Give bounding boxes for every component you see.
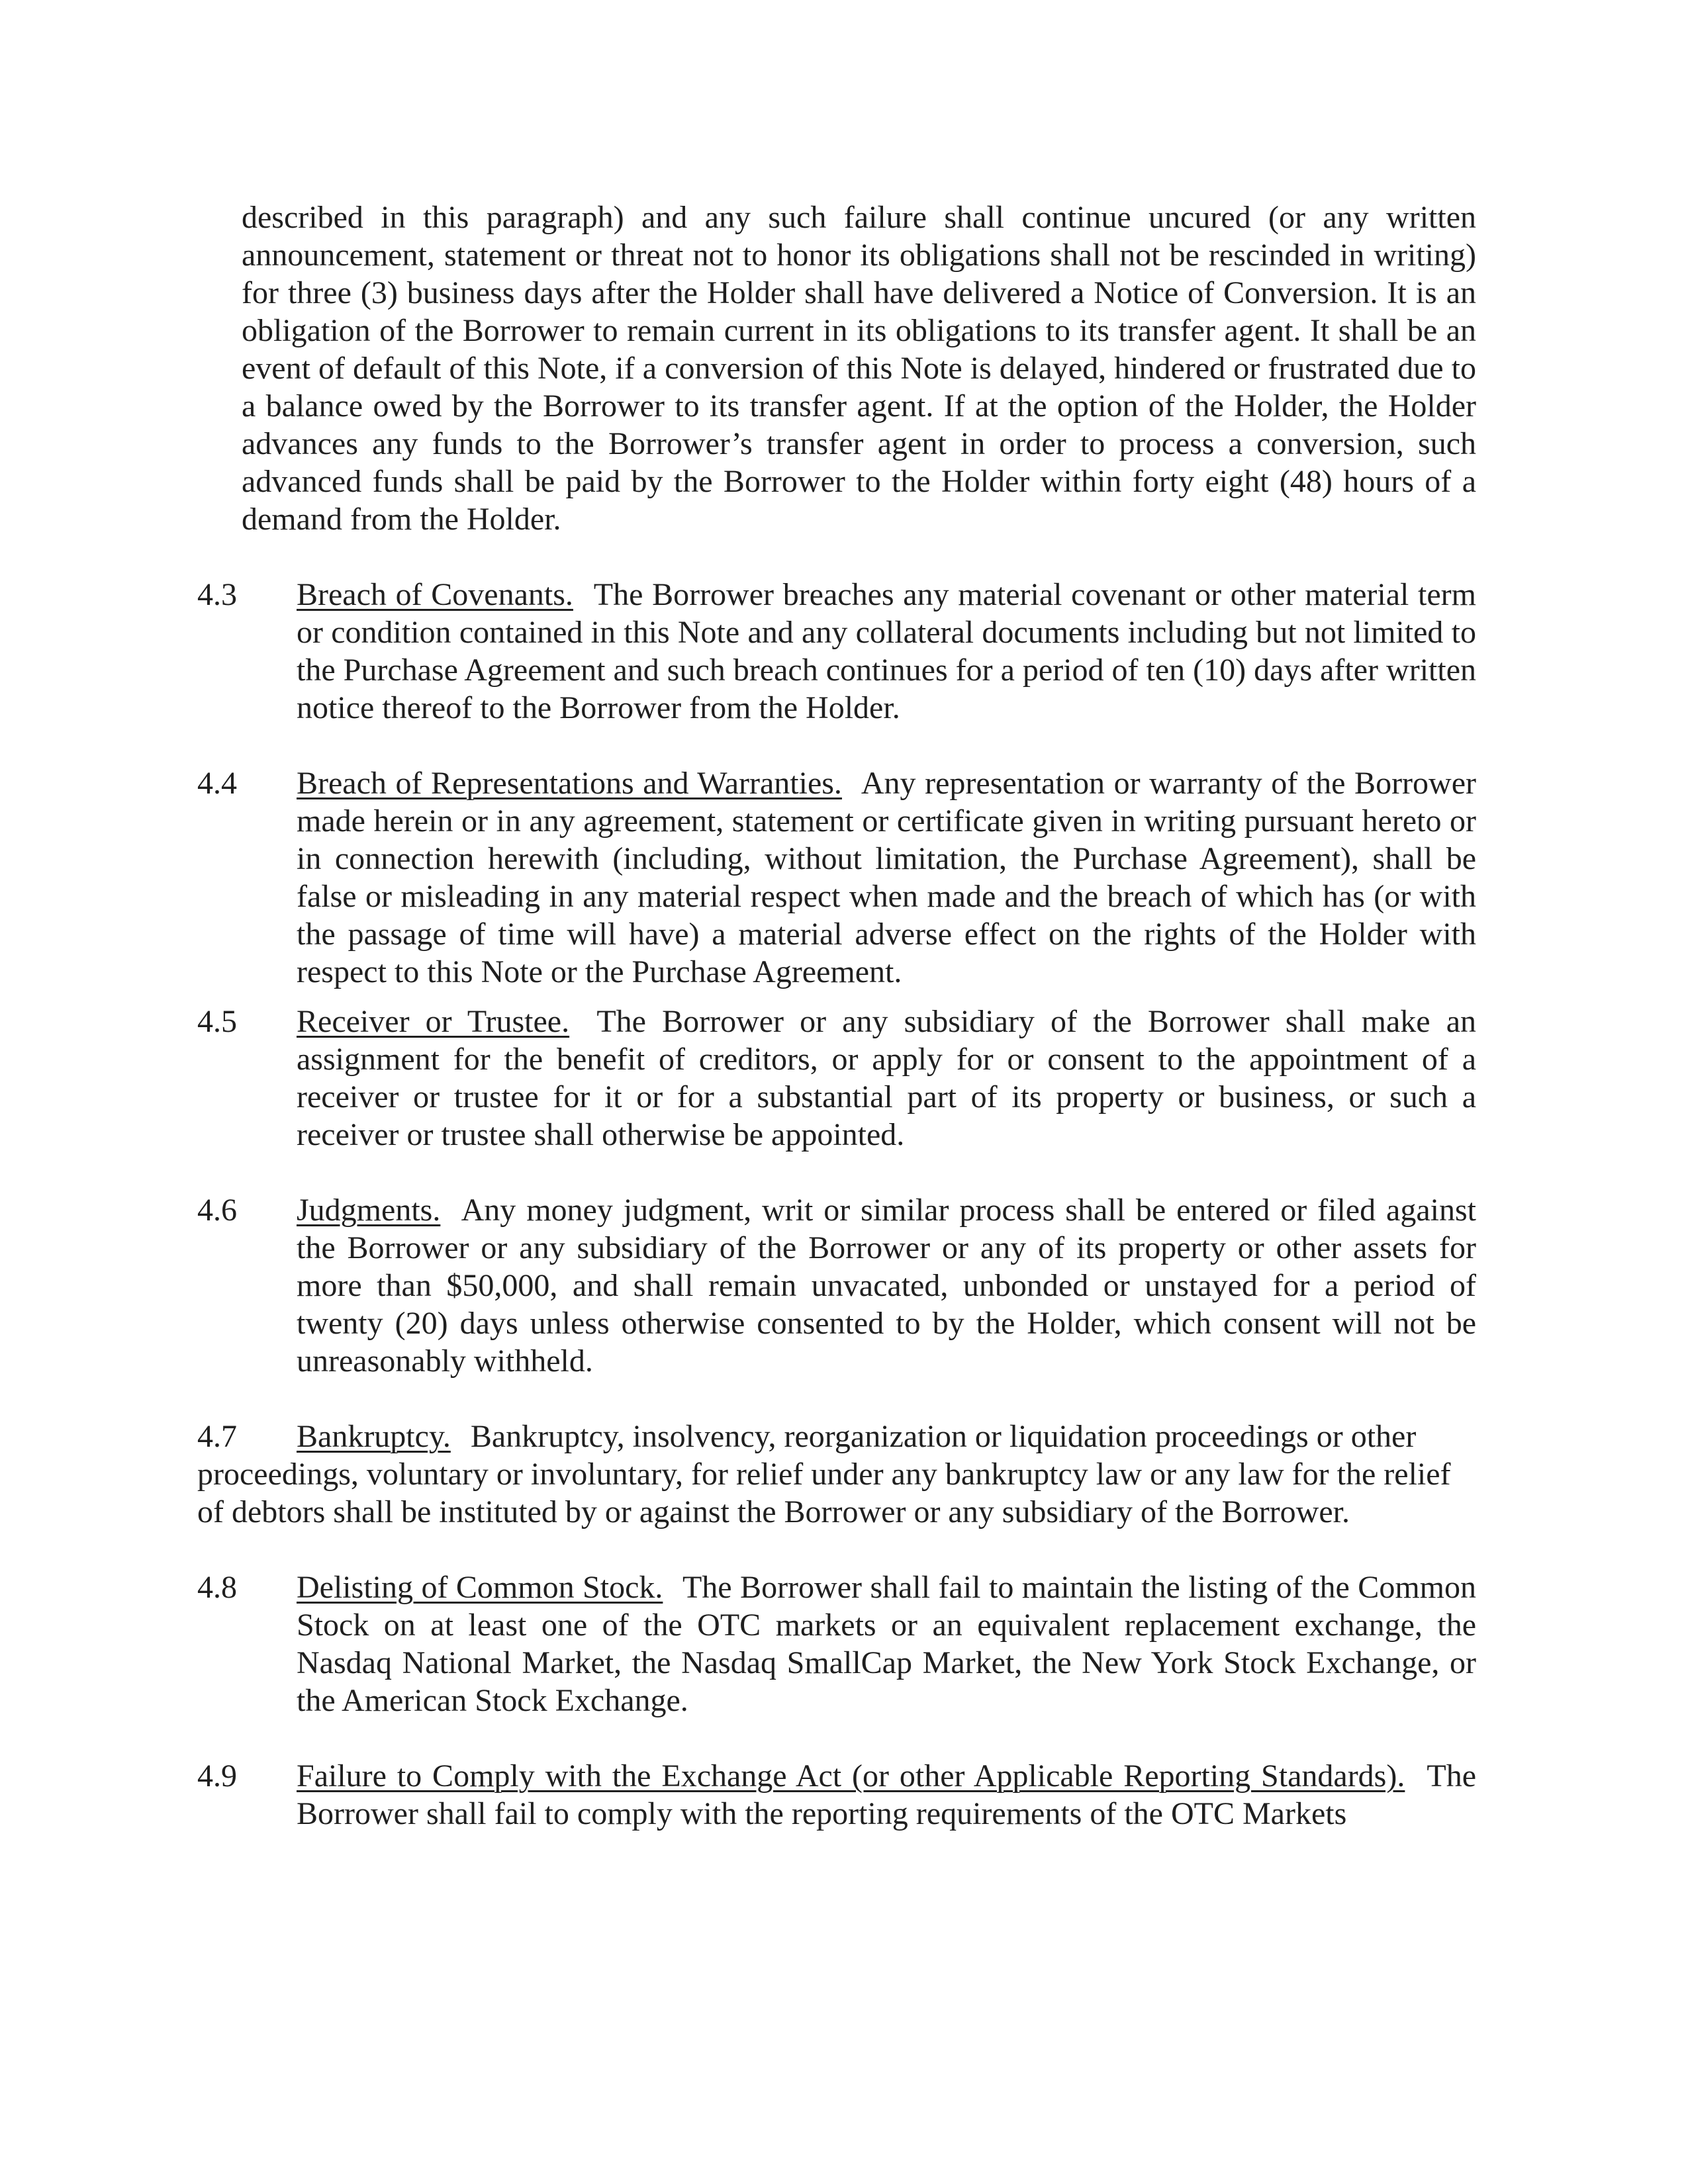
section-4-8: [197, 1569, 1476, 1719]
section-body: The Borrower breaches any material covenant or other material term or condition contained in this Note and any collateral documents including but not limited to the Purchase Agreement and such breach continues for a period of ten (10) days after written notice thereof to the Borrower from the Holder.: [297, 577, 1476, 725]
section-number: 4.6: [197, 1193, 237, 1228]
section-heading: Receiver or Trustee.: [297, 1004, 570, 1039]
section-number: 4.8: [197, 1570, 237, 1605]
section-4-5: [197, 1003, 1476, 1154]
section-body: The Borrower shall fail to maintain the listing of the Common Stock on at least one of the OTC markets or an equivalent replacement exchange, the Nasdaq National Market, the Nasdaq SmallCap Market, the New York Stock Exchange, or the American Stock Exchange.: [297, 1570, 1476, 1718]
section-4-6: [197, 1191, 1476, 1380]
section-body: The Borrower or any subsidiary of the Borrower shall make an assignment for the benefit of creditors, or apply for or consent to the appointment of a receiver or trustee for it or for a substantial part of its property or business, or such a receiver or trustee shall otherwise be appointed.: [297, 1004, 1476, 1152]
section-4-7: [197, 1418, 1476, 1531]
section-body: Any money judgment, writ or similar process shall be entered or filed against the Borrower or any subsidiary of the Borrower or any of its property or other assets for more than $50,000, and shall remain unvacated, unbonded or unstayed for a period of twenty (20) days unless otherwise consented to by the Holder, which consent will not be unreasonably withheld.: [297, 1193, 1476, 1379]
section-4-4: [197, 764, 1476, 991]
section-heading: Bankruptcy.: [297, 1419, 451, 1454]
section-4-9: [197, 1757, 1476, 1833]
section-heading: Breach of Covenants.: [297, 577, 573, 612]
section-4-3: [197, 576, 1476, 727]
section-body: Bankruptcy, insolvency, reorganization or liquidation proceedings or other proceedings, voluntary or involuntary, for relief under any bankruptcy law or any law for the relief of debtors shall be instituted by or against the Borrower or any subsidiary of the Borrower.: [197, 1419, 1451, 1529]
section-number: 4.3: [197, 577, 237, 612]
continuation-paragraph: described in this paragraph) and any such failure shall continue uncured (or any written announcement, statement or threat not to honor its obligations shall not be rescinded in writing) for three (3) business days after the Holder shall have delivered a Notice of Conversion. It is an obligation of the Borrower to remain current in its obligations to its transfer agent. It shall be an event of default of this Note, if a conversion of this Note is delayed, hindered or frustrated due to a balance owed by the Borrower to its transfer agent. If at the option of the Holder, the Holder advances any funds to the Borrower’s transfer agent in order to process a conversion, such advanced funds shall be paid by the Borrower to the Holder within forty eight (48) hours of a demand from the Holder.: [242, 200, 1476, 537]
section-heading: Delisting of Common Stock.: [297, 1570, 663, 1605]
section-body: The Borrower shall fail to comply with the reporting requirements of the OTC Markets: [297, 1758, 1476, 1831]
section-number: 4.4: [197, 766, 237, 801]
section-heading: Breach of Representations and Warranties.: [297, 766, 842, 801]
section-heading: Judgments.: [297, 1193, 441, 1228]
section-number: 4.9: [197, 1758, 237, 1794]
section-heading: Failure to Comply with the Exchange Act (or other Applicable Reporting Standards).: [297, 1758, 1405, 1794]
section-body: Any representation or warranty of the Borrower made herein or in any agreement, statement or certificate given in writing pursuant hereto or in connection herewith (including, without limitation, the Purchase Agreement), shall be false or misleading in any material respect when made and the breach of which has (or with the passage of time will have) a material adverse effect on the rights of the Holder with respect to this Note or the Purchase Agreement.: [297, 766, 1476, 989]
section-number: 4.7: [197, 1419, 237, 1454]
document-content: [197, 199, 1476, 1870]
section-number: 4.5: [197, 1004, 237, 1039]
